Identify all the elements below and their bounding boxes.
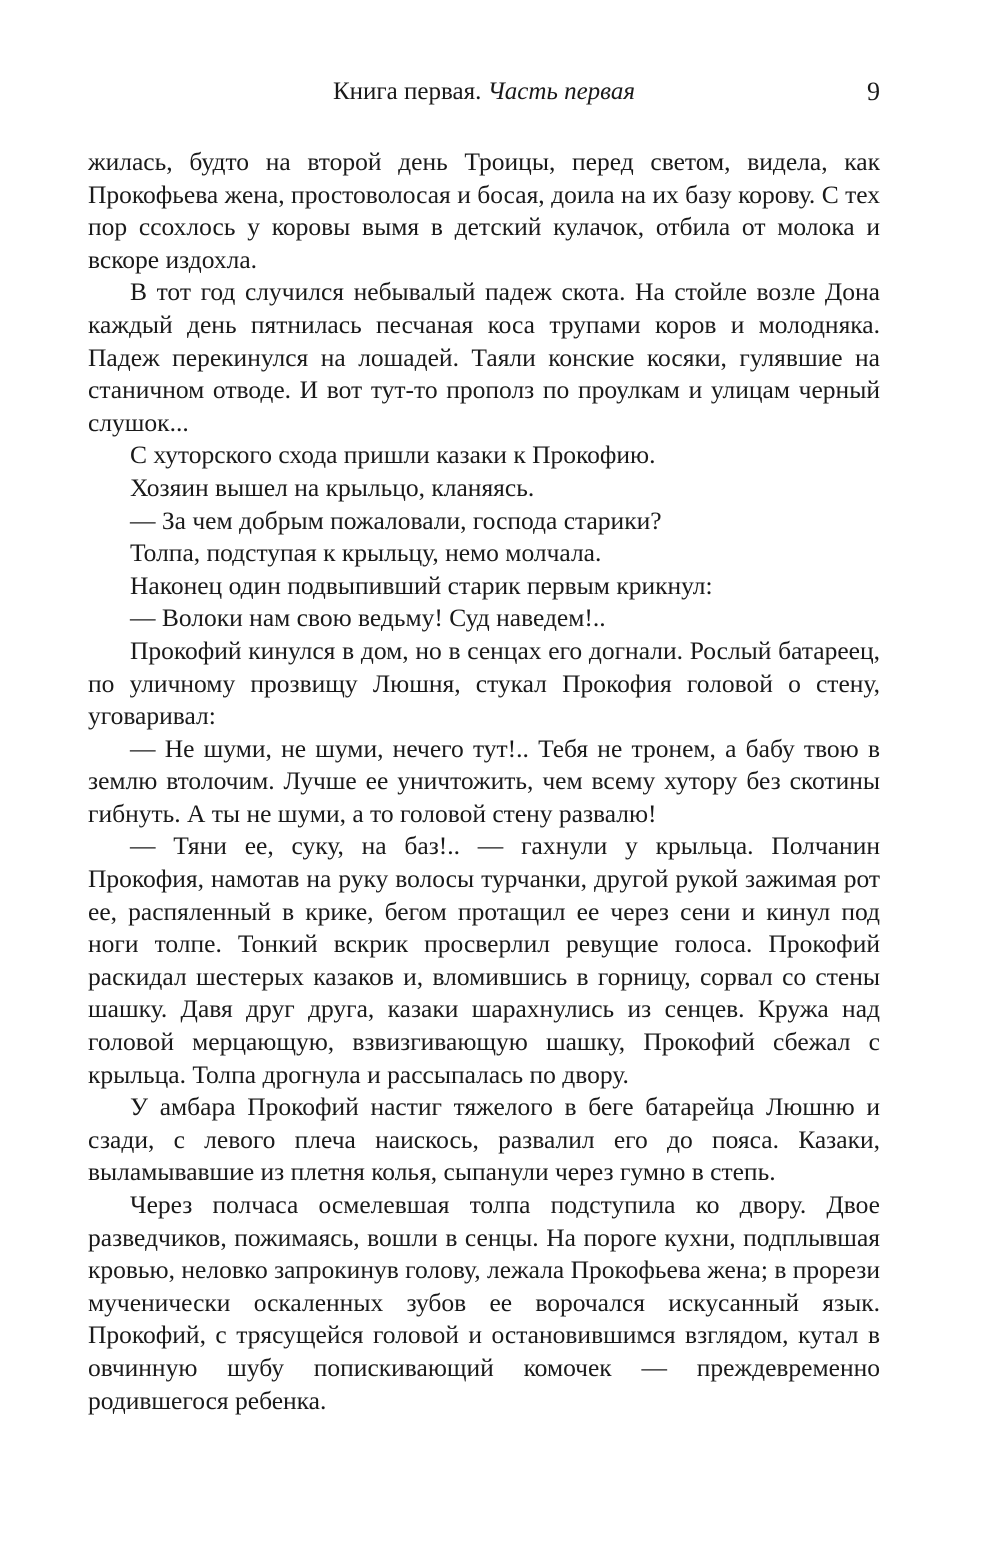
page-number: 9 (867, 77, 880, 106)
dialogue-line: — Тяни ее, суку, на баз!.. — гахнули у крыльца. Полчанин Прокофия, намотав на руку волосы турчанки, другой рукой зажимая рот ее, распяленный в крике, бегом протащил ее через сени и кинул под ноги толпе. Тонкий вскрик просверлил ревущие голоса. Прокофий раскидал шестерых казаков и, вломившись в горницу, сорвал со стены шашку. Давя друг друга, казаки шарахнулись из сенцев. Кружа над головой мерцающую, взвизгивающую шашку, Прокофий сбежал с крыльца. Толпа дрогнула и рассыпалась по двору. (88, 831, 880, 1089)
dialogue-line: — Не шуми, не шуми, нечего тут!.. Тебя не тронем, а бабу твою в землю втолочим. Лучше ее уничтожить, чем всему хутору без скотины гибнуть. А ты не шуми, а то головой стену развалю! (88, 733, 880, 828)
paragraph: Толпа, подступая к крыльцу, немо молчала. (130, 538, 602, 568)
paragraph: В тот год случился небывалый падеж скота. На стойле возле Дона каждый день пятнилась песчаная коса трупами коров и молодняка. Падеж перекинулся на лошадей. Таяли конские косяки, гулявшие на станичном отводе. И вот тут-то прополз по проулкам и улицам черный слушок... (88, 277, 880, 437)
body-text (88, 146, 880, 1417)
paragraph: У амбара Прокофий настиг тяжелого в беге батарейца Люшню и сзади, с левого плеча наискось, развалил его до пояса. Казаки, выламывавшие из плетня колья, сыпанули через гумно в степь. (88, 1092, 880, 1187)
dialogue-line: — За чем добрым пожаловали, господа старики? (130, 505, 662, 535)
paragraph-continued: жилась, будто на второй день Троицы, перед светом, видела, как Прокофьева жена, простоволосая и босая, доила на их базу корову. С тех пор ссохлось у коровы вымя в детский кулачок, отбила от молока и вскоре издохла. (88, 147, 880, 274)
running-header (88, 70, 880, 114)
paragraph: Хозяин вышел на крыльцо, кланяясь. (130, 472, 535, 502)
paragraph: Наконец один подвыпивший старик первым крикнул: (130, 570, 713, 600)
part-title: Часть первая (487, 78, 635, 105)
book-title: Книга первая. (333, 78, 482, 105)
paragraph: Прокофий кинулся в дом, но в сенцах его догнали. Рослый батареец, по уличному прозвищу Люшня, стукал Прокофия головой о стену, уговаривал: (88, 635, 880, 731)
paragraph: Через полчаса осмелевшая толпа подступила ко двору. Двое разведчиков, пожимаясь, вошли в сенцы. На пороге кухни, подплывшая кровью, неловко запрокинув голову, лежала Прокофьева жена; в прорези мученически оскаленных зубов ее ворочался искусанный язык. Прокофий, с трясущейся головой и остановившимся взглядом, кутал в овчинную шубу попискивающий комочек — преждевременно родившегося ребенка. (88, 1190, 880, 1415)
paragraph: С хуторского схода пришли казаки к Прокофию. (130, 440, 656, 470)
book-page (88, 70, 880, 1417)
dialogue-line: — Волоки нам свою ведьму! Суд наведем!.. (130, 603, 606, 633)
